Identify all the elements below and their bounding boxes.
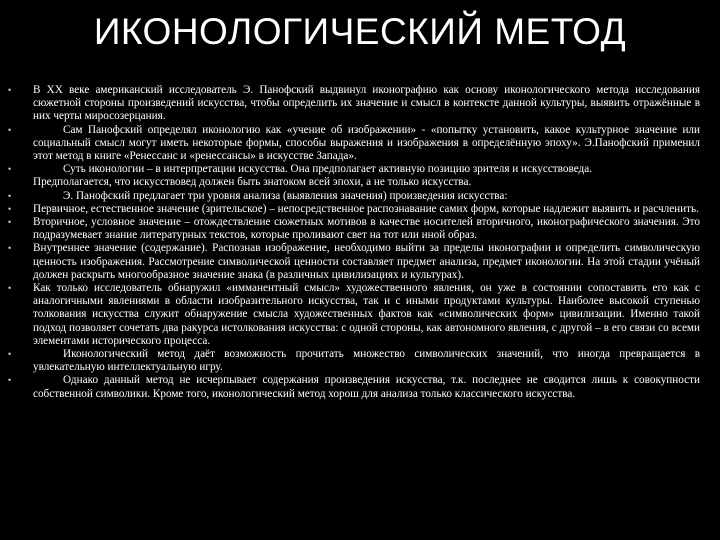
paragraph-text: Вторичное, условное значение – отождествление сюжетных мотивов в качестве носителей вторичного, иконографического значения. Это подразумевает знание литературных текстов, которые проливают свет на тот или иной образ. bbox=[33, 216, 700, 242]
bullet-icon: • bbox=[8, 203, 12, 214]
bullet-item-2 bbox=[8, 124, 700, 164]
bullet-item-4 bbox=[8, 190, 700, 203]
paragraph-text: Суть иконологии – в интерпретации искусства. Она предполагает активную позицию зрителя и искусствоведа. bbox=[63, 163, 592, 176]
paragraph-text: Иконологический метод даёт возможность прочитать множество символических значений, что иногда превращается в увлекательную интеллектуальную игру. bbox=[33, 348, 700, 374]
paragraph-text: Первичное, естественное значение (зрительское) – непосредственное распознавание самих форм, которые надлежит выявить и расчленить. bbox=[33, 202, 699, 215]
bullet-item-10 bbox=[8, 374, 700, 400]
paragraph-text: Как только исследователь обнаружил «имманентный смысл» художественного явления, он уже в состоянии сопоставить его как с аналогичными явлениями в области изобразительного искусства, так и с иными продуктами культуры. Наиболее высокой ступенью толкования искусства служит обнаружение смысла художественных фактов как «символических форм» цивилизации. Именно такой подход позволяет сочетать два ракурса истолкования искусства: с одной стороны, как автономного явления, с другой – в его связи со всеми элементами исторического процесса. bbox=[33, 282, 700, 347]
bullet-icon: • bbox=[8, 375, 12, 386]
bullet-item-7 bbox=[8, 242, 700, 282]
slide-content bbox=[8, 84, 700, 401]
bullet-icon: • bbox=[8, 283, 12, 294]
paragraph-text: Однако данный метод не исчерпывает содержания произведения искусства, т.к. последнее не сводится лишь к совокупности собственной символики. Кроме того, иконологический метод хорош для анализа только классического искусства. bbox=[33, 374, 700, 400]
bullet-item-6 bbox=[8, 216, 700, 242]
bullet-item-8 bbox=[8, 282, 700, 348]
bullet-icon: • bbox=[8, 190, 12, 201]
bullet-item-9 bbox=[8, 348, 700, 374]
unbulleted-line: Предполагается, что искусствовед должен быть знатоком всей эпохи, а не только искусства. bbox=[33, 176, 472, 189]
bullet-item-1 bbox=[8, 84, 700, 124]
paragraph-text: Э. Панофский предлагает три уровня анализа (выявления значения) произведения искусства: bbox=[63, 189, 508, 202]
bullet-icon: • bbox=[8, 243, 12, 254]
bullet-icon: • bbox=[8, 349, 12, 360]
paragraph-text: Внутреннее значение (содержание). Распознав изображение, необходимо выйти за пределы иконографии и определить символическую ценность изображения. Рассмотрение символической ценности составляет предмет анализа, предмет иконологии. На этой стадии учёный должен раскрыть многообразное значение знака (в различных цивилизациях и культурах). bbox=[33, 242, 700, 281]
bullet-icon: • bbox=[8, 85, 12, 95]
bullet-item-5 bbox=[8, 203, 700, 216]
bullet-icon: • bbox=[8, 164, 12, 175]
paragraph-text: Сам Панофский определял иконологию как «учение об изображении» - «попытку установить, какое культурное значение или социальный смысл могут иметь некоторые формы, способы выражения и изображения в определённую эпоху». Э.Панофский применил этот метод в книге «Ренессанс и «ренессансы» в искусстве Запада». bbox=[33, 123, 700, 163]
bullet-item-3 bbox=[8, 163, 700, 176]
bullet-icon: • bbox=[8, 124, 12, 135]
bullet-icon: • bbox=[8, 217, 12, 228]
slide-title: ИКОНОЛОГИЧЕСКИЙ МЕТОД bbox=[93, 11, 627, 52]
paragraph-text: В XX веке американский исследователь Э. Панофский выдвинул иконографию как основу иконологического метода исследования сюжетной стороны произведений искусства, чтобы определить их значение и смысл в контексте данной культуры, выявить отражённые в них черты миросозерцания. bbox=[33, 84, 700, 123]
